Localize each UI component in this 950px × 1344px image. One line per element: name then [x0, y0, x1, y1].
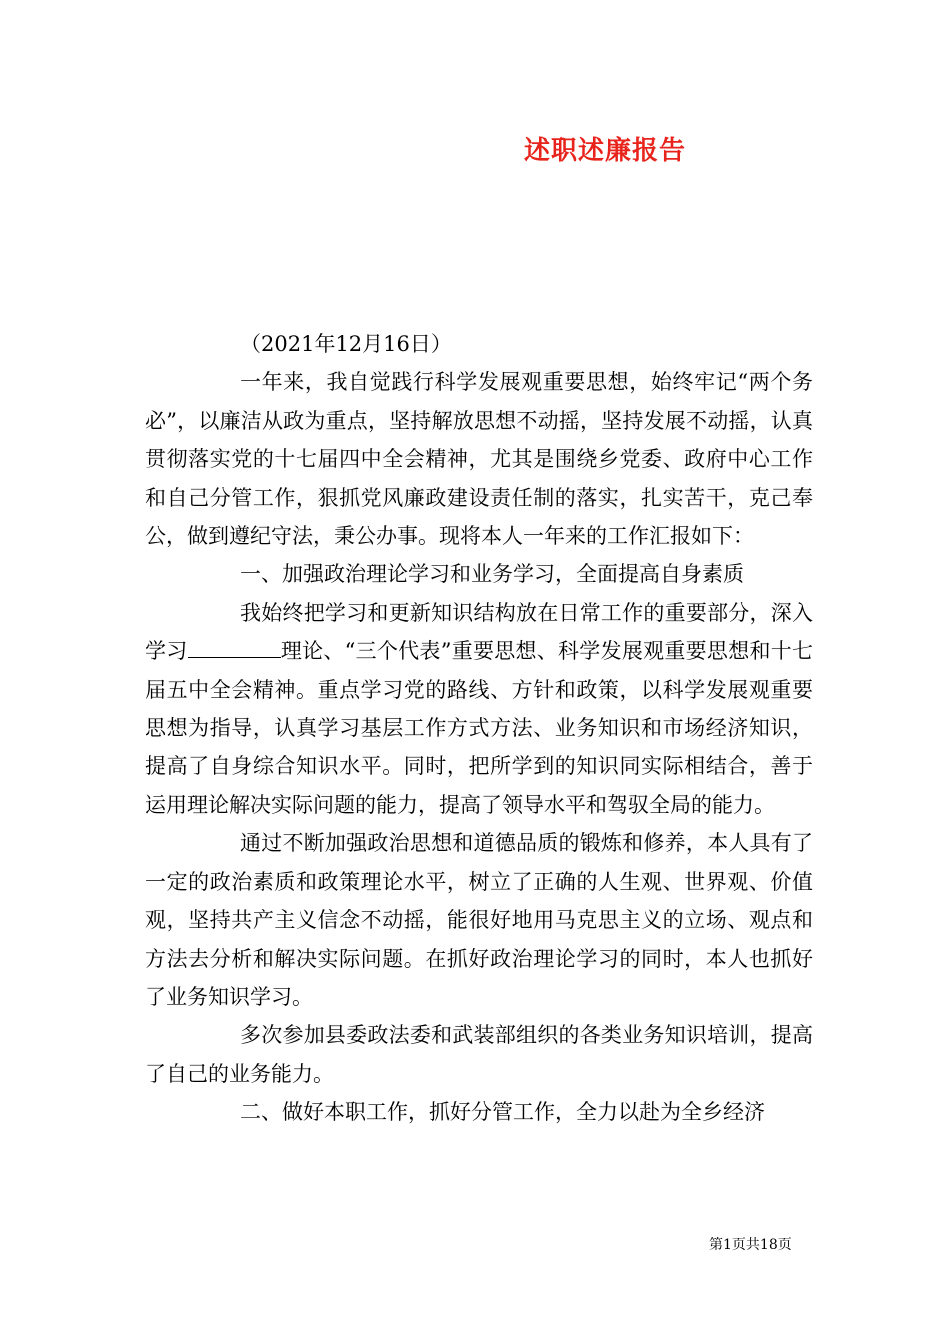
document-date: （2021年12月16日） — [240, 332, 452, 356]
page-number: 第1页共18页 — [709, 1237, 792, 1253]
paragraph-study-part-1: 我始终把学习和更新知识结构放在日常工作的重要部分，深入学习 — [145, 600, 813, 664]
section-heading-2: 二、做好本职工作，抓好分管工作，全力以赴为全乡经济 — [240, 1100, 765, 1125]
paragraph-moral: 通过不断加强政治思想和道德品质的锻炼和修养，本人具有了一定的政治素质和政策理论水平，树立了正确的人生观、世界观、价值观，坚持共产主义信念不动摇，能很好地用马克思主义的立场、观点和方法去分析和解决实际问题。在抓好政治理论学习的同时，本人也抓好了业务知识学习。 — [145, 831, 813, 1009]
fill-in-blank — [188, 639, 281, 658]
document-body — [145, 325, 813, 1132]
document-title: 述职述廉报告 — [524, 136, 687, 166]
paragraph-intro: 一年来，我自觉践行科学发展观重要思想，始终牢记“两个务必”，以廉洁从政为重点，坚持解放思想不动摇，坚持发展不动摇，认真贯彻落实党的十七届四中全会精神，尤其是围绕乡党委、政府中心工作和自己分管工作，狠抓党风廉政建设责任制的落实，扎实苦干，克己奉公，做到遵纪守法，秉公办事。现将本人一年来的工作汇报如下： — [145, 370, 813, 549]
paragraph-training: 多次参加县委政法委和武装部组织的各类业务知识培训，提高了自己的业务能力。 — [145, 1023, 813, 1086]
paragraph-study — [145, 594, 813, 824]
section-heading-1: 一、加强政治理论学习和业务学习，全面提高自身素质 — [240, 562, 744, 587]
paragraph-study-part-2: 理论、“三个代表”重要思想、科学发展观重要思想和十七届五中全会精神。重点学习党的路线、方针和政策，以科学发展观重要思想为指导，认真学习基层工作方式方法、业务知识和市场经济知识，提高了自身综合知识水平。同时，把所学到的知识同实际相结合，善于运用理论解决实际问题的能力，提高了领导水平和驾驭全局的能力。 — [145, 639, 813, 817]
